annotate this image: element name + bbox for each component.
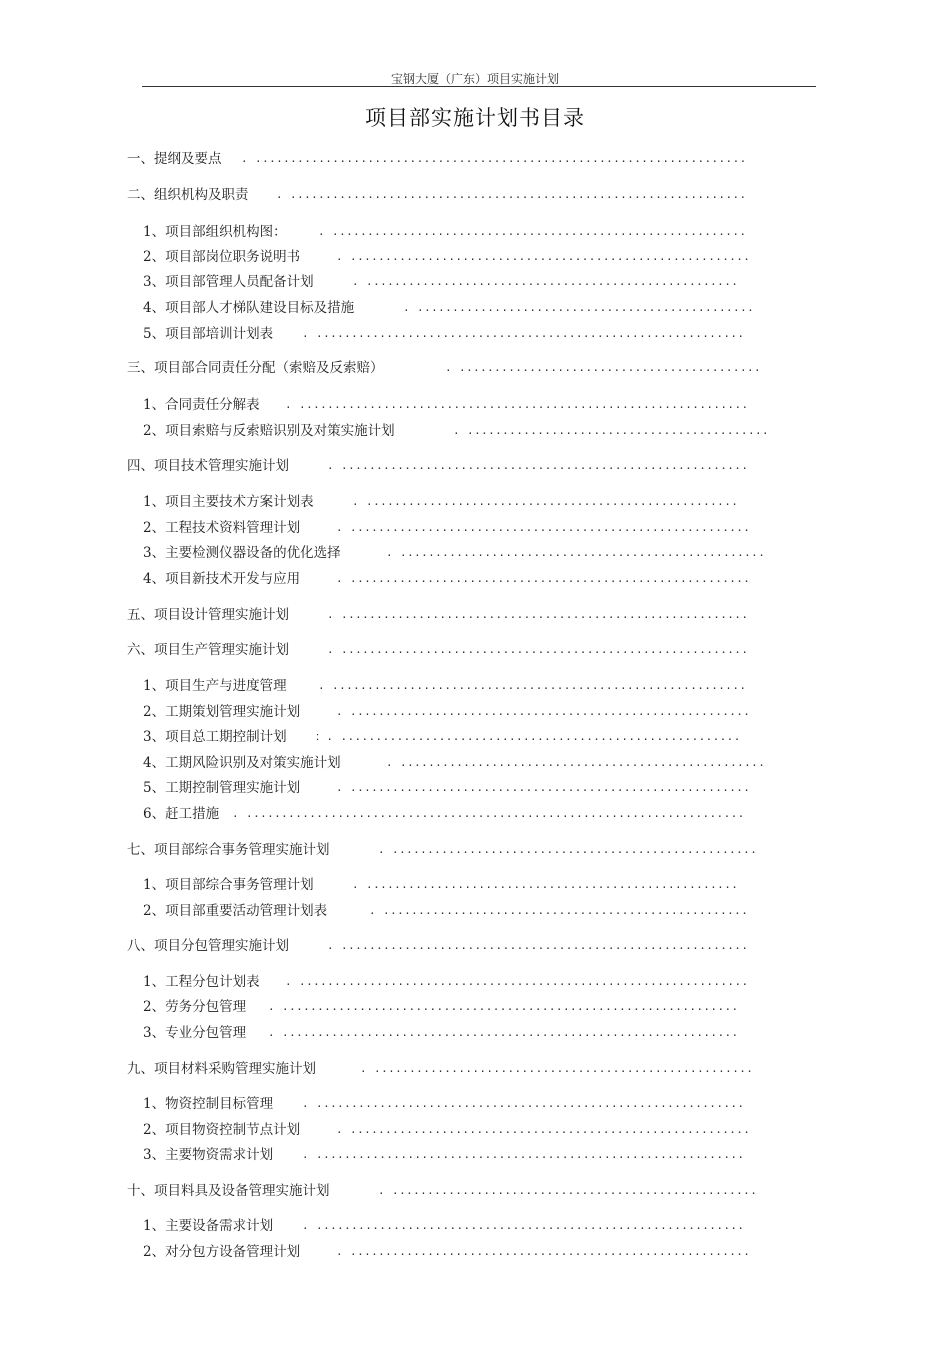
toc-dot-leader: . ................................................................	[285, 975, 749, 988]
toc-subsection-entry	[143, 1218, 745, 1234]
toc-subsection-entry	[143, 274, 739, 290]
toc-section-entry	[127, 187, 747, 203]
toc-dot-leader: . ...........................................	[445, 361, 762, 374]
toc-subsection-entry	[143, 1025, 739, 1041]
toc-section-entry	[127, 938, 749, 954]
toc-entry-label: 1、主要设备需求计划	[143, 1218, 274, 1234]
toc-subsection-entry	[143, 704, 751, 720]
toc-dot-leader: . ....................................................	[378, 1184, 758, 1197]
toc-entry-label: 九、项目材料采购管理实施计划	[127, 1061, 316, 1077]
toc-dot-leader: . .............................................................	[302, 327, 745, 340]
toc-entry-label: 七、项目部综合事务管理实施计划	[127, 842, 330, 858]
toc-dot-leader: . ...........................................	[453, 424, 770, 437]
toc-section-entry	[127, 842, 758, 858]
toc-entry-label: 八、项目分包管理实施计划	[127, 938, 289, 954]
toc-dot-leader: . ..........................................................	[327, 643, 749, 656]
toc-dot-leader: . .......................................................................	[232, 807, 745, 820]
toc-entry-label: 1、合同责任分解表	[143, 397, 260, 413]
toc-subsection-entry	[143, 545, 766, 561]
toc-dot-leader: ：. .........................................................	[315, 730, 741, 743]
toc-subsection-entry	[143, 678, 747, 694]
toc-dot-leader: . .............................................................	[302, 1097, 745, 1110]
toc-section-entry	[127, 360, 762, 376]
toc-entry-label: 1、项目部组织机构图：	[143, 224, 287, 240]
toc-dot-leader: . ....................................................	[386, 756, 766, 769]
toc-dot-leader: . .........................................................	[336, 250, 751, 263]
toc-dot-leader: . .....................................................	[352, 878, 739, 891]
toc-section-entry	[127, 458, 749, 474]
toc-entry-label: 3、项目总工期控制计划	[143, 729, 287, 745]
toc-subsection-entry	[143, 1096, 745, 1112]
toc-subsection-entry	[143, 999, 739, 1015]
toc-subsection-entry	[143, 1244, 751, 1260]
toc-entry-label: 5、工期控制管理实施计划	[143, 780, 301, 796]
toc-section-entry	[127, 151, 747, 167]
toc-dot-leader: . .........................................................	[336, 781, 751, 794]
toc-entry-label: 6、赶工措施	[143, 806, 220, 822]
toc-dot-leader: . .........................................................	[336, 1245, 751, 1258]
toc-entry-label: 2、项目索赔与反索赔识别及对策实施计划	[143, 423, 395, 439]
toc-entry-label: 2、项目部重要活动管理计划表	[143, 903, 328, 919]
toc-entry-label: 3、主要物资需求计划	[143, 1147, 274, 1163]
toc-dot-leader: . .............................................................	[302, 1219, 745, 1232]
toc-entry-label: 1、项目主要技术方案计划表	[143, 494, 314, 510]
toc-subsection-entry	[143, 571, 751, 587]
toc-section-entry	[127, 1183, 758, 1199]
toc-entry-label: 2、工期策划管理实施计划	[143, 704, 301, 720]
toc-entry-label: 2、项目物资控制节点计划	[143, 1122, 301, 1138]
toc-entry-label: 1、物资控制目标管理	[143, 1096, 274, 1112]
toc-entry-label: 二、组织机构及职责	[127, 187, 249, 203]
toc-dot-leader: . ...........................................................	[318, 679, 747, 692]
toc-dot-leader: . .........................................................	[336, 521, 751, 534]
toc-dot-leader: . ..........................................................	[327, 939, 749, 952]
toc-entry-label: 2、劳务分包管理	[143, 999, 247, 1015]
toc-dot-leader: . ................................................	[403, 301, 755, 314]
toc-dot-leader: . .....................................................	[352, 495, 739, 508]
toc-subsection-entry	[143, 1122, 751, 1138]
toc-subsection-entry	[143, 806, 745, 822]
toc-subsection-entry	[143, 300, 755, 316]
toc-entry-label: 五、项目设计管理实施计划	[127, 607, 289, 623]
toc-entry-label: 3、专业分包管理	[143, 1025, 247, 1041]
toc-entry-label: 4、工期风险识别及对策实施计划	[143, 755, 341, 771]
toc-entry-label: 3、项目部管理人员配备计划	[143, 274, 314, 290]
toc-subsection-entry	[143, 903, 749, 919]
toc-section-entry	[127, 642, 749, 658]
toc-entry-label: 4、项目部人才梯队建设目标及措施	[143, 300, 355, 316]
toc-subsection-entry	[143, 729, 741, 745]
toc-dot-leader: . .............................................................	[302, 1148, 745, 1161]
toc-section-entry	[127, 1061, 754, 1077]
toc-entry-label: 2、项目部岗位职务说明书	[143, 249, 301, 265]
toc-dot-leader: . .........................................................	[336, 572, 751, 585]
toc-subsection-entry	[143, 520, 751, 536]
toc-subsection-entry	[143, 974, 749, 990]
toc-subsection-entry	[143, 494, 739, 510]
toc-subsection-entry	[143, 780, 751, 796]
toc-dot-leader: . .........................................................	[336, 705, 751, 718]
toc-subsection-entry	[143, 397, 749, 413]
toc-entry-label: 四、项目技术管理实施计划	[127, 458, 289, 474]
toc-subsection-entry	[143, 423, 770, 439]
toc-dot-leader: . ................................................................	[285, 398, 749, 411]
toc-dot-leader: . ....................................................	[386, 546, 766, 559]
toc-dot-leader: . .....................................................	[352, 275, 739, 288]
toc-subsection-entry	[143, 1147, 745, 1163]
toc-subsection-entry	[143, 755, 766, 771]
toc-entry-label: 一、提纲及要点	[127, 151, 222, 167]
toc-entry-label: 六、项目生产管理实施计划	[127, 642, 289, 658]
toc-entry-label: 1、项目生产与进度管理	[143, 678, 287, 694]
toc-entry-label: 2、工程技术资料管理计划	[143, 520, 301, 536]
running-header: 宝钢大厦（广东）项目实施计划	[390, 72, 559, 86]
toc-subsection-entry	[143, 249, 751, 265]
toc-section-entry	[127, 607, 749, 623]
toc-subsection-entry	[143, 224, 747, 240]
toc-dot-leader: . .........................................................	[336, 1123, 751, 1136]
toc-dot-leader: . .................................................................	[276, 188, 747, 201]
toc-entry-label: 三、项目部合同责任分配（索赔及反索赔）	[127, 360, 384, 376]
toc-dot-leader: . ......................................................	[360, 1062, 754, 1075]
toc-entry-label: 3、主要检测仪器设备的优化选择	[143, 545, 341, 561]
toc-entry-label: 1、项目部综合事务管理计划	[143, 877, 314, 893]
toc-dot-leader: . ..........................................................	[327, 608, 749, 621]
toc-entry-label: 4、项目新技术开发与应用	[143, 571, 301, 587]
toc-dot-leader: . ....................................................	[378, 843, 758, 856]
toc-entry-label: 1、工程分包计划表	[143, 974, 260, 990]
toc-dot-leader: . ......................................................................	[241, 152, 747, 165]
toc-dot-leader: . .................................................................	[268, 1026, 739, 1039]
toc-entry-label: 十、项目料具及设备管理实施计划	[127, 1183, 330, 1199]
toc-dot-leader: . ..........................................................	[327, 459, 749, 472]
header-rule	[142, 86, 816, 87]
toc-subsection-entry	[143, 877, 739, 893]
toc-dot-leader: . ...........................................................	[318, 225, 747, 238]
toc-dot-leader: . ....................................................	[369, 904, 749, 917]
toc-entry-label: 5、项目部培训计划表	[143, 326, 274, 342]
page-title: 项目部实施计划书目录	[365, 106, 585, 130]
toc-dot-leader: . .................................................................	[268, 1000, 739, 1013]
toc-subsection-entry	[143, 326, 745, 342]
toc-entry-label: 2、对分包方设备管理计划	[143, 1244, 301, 1260]
